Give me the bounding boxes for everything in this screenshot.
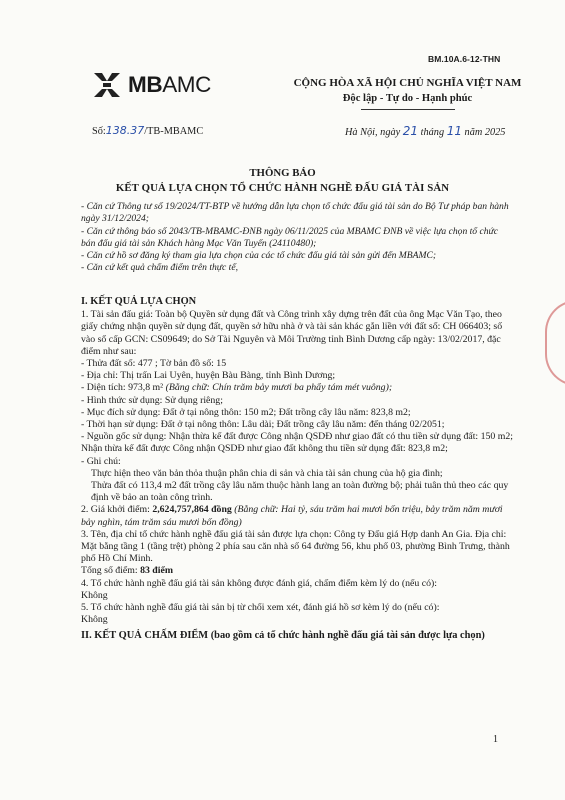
- notice-subtitle: KẾT QUẢ LỰA CHỌN TỔ CHỨC HÀNH NGHỀ ĐẤU GIÁ TÀI SẢN: [115, 182, 450, 194]
- note-item: Thửa đất có 113,4 m2 đất trồng cây lâu năm thuộc hành lang an toàn đường bộ; phải tuân thủ theo các quy định về bảo an toàn công trình.: [91, 480, 509, 504]
- asset-description: 1. Tài sản đấu giá: Toàn bộ Quyền sử dụng đất và Công trình xây dựng trên đất của ông Mạc Văn Tạo, theo giấy chứng nhận quyền sử dụng đất, quyền sở hữu nhà ở và tài sản khác gắn liền với đất số: CH 066403; số vào sổ cấp GCN: CS09649; do Sở Tài Nguyên và Môi Trường tỉnh Bình Dương cấp ngày: 13/02/2017, đặc điểm như sau:: [81, 309, 503, 357]
- address-info: - Địa chỉ: Thị trấn Lai Uyên, huyện Bàu Bàng, tỉnh Bình Dương;: [81, 370, 336, 382]
- place-date: Hà Nội, ngày 21 tháng 11 năm 2025: [345, 124, 506, 138]
- handwritten-month: 11: [446, 124, 462, 138]
- document-number: Số:138.37/TB-MBAMC: [92, 124, 204, 137]
- notes-label: - Ghi chú:: [81, 455, 121, 467]
- usage-origin: - Nguồn gốc sử dụng: Nhận thừa kế đất được Công nhận QSDĐ như giao đất có thu tiền sử dụng đất: 150 m2; Nhận thừa kế đất được Công nhận QSDĐ như giao đất không thu tiền sử dụng đất: 823,8 m2;: [81, 431, 513, 455]
- basis-item: - Căn cứ thông báo số 2043/TB-MBAMC-ĐNB ngày 06/11/2025 của MBAMC ĐNB về việc lựa chọn tổ chức bán đấu giá tài sản Khách hàng Mạc Văn Tuyến (24110480);: [81, 225, 499, 249]
- motto-underline: [361, 109, 455, 110]
- mbamc-logo: [92, 70, 211, 100]
- legal-basis-list: [81, 201, 513, 275]
- page-number: 1: [493, 734, 498, 745]
- unscored-value: Không: [81, 589, 108, 601]
- parcel-info: - Thửa đất số: 477 ; Tờ bản đồ số: 15: [81, 358, 227, 370]
- note-item: Thực hiện theo văn bản thỏa thuận phân chia di sản và chia tài sản chung của hộ gia đình;: [91, 467, 443, 479]
- usage-duration: - Thời hạn sử dụng: Đất ở tại nông thôn: Lâu dài; Đất trồng cây lâu năm: đến tháng 02/2051;: [81, 419, 445, 431]
- usage-form: - Hình thức sử dụng: Sử dụng riêng;: [81, 394, 223, 406]
- area-info: - Diện tích: 973,8 m² (Bằng chữ: Chín trăm bảy mươi ba phẩy tám mét vuông);: [81, 382, 393, 394]
- section-2-heading: II. KẾT QUẢ CHẤM ĐIỂM (bao gồm cả tổ chức hành nghề đấu giá tài sản được lựa chọn): [81, 630, 485, 642]
- document-body: [81, 296, 518, 643]
- handwritten-number: 138.37: [105, 124, 145, 137]
- rejected-organizations: 5. Tổ chức hành nghề đấu giá tài sản bị từ chối xem xét, đánh giá hồ sơ kèm lý do (nếu có):: [81, 602, 440, 614]
- usage-purpose: - Mục đích sử dụng: Đất ở tại nông thôn: 150 m2; Đất trồng cây lâu năm: 823,8 m2;: [81, 406, 411, 418]
- handwritten-day: 21: [402, 124, 419, 138]
- unscored-organizations: 4. Tổ chức hành nghề đấu giá tài sản không được đánh giá, chấm điểm kèm lý do (nếu có):: [81, 577, 437, 589]
- republic-heading: CỘNG HÒA XÃ HỘI CHỦ NGHĨA VIỆT NAM: [293, 77, 522, 89]
- seal-stamp: [545, 300, 565, 386]
- rejected-value: Không: [81, 614, 108, 626]
- starting-price: 2. Giá khởi điểm: 2,624,757,864 đồng (Bằng chữ: Hai tỷ, sáu trăm hai mươi bốn triệu, bảy trăm năm mươi bảy nghìn, tám trăm sáu mươi bốn đồng): [81, 504, 503, 528]
- motto: Độc lập - Tự do - Hạnh phúc: [342, 93, 473, 104]
- basis-item: - Căn cứ kết quả chấm điểm trên thực tế,: [81, 262, 238, 274]
- basis-item: - Căn cứ Thông tư số 19/2024/TT-BTP về hướng dẫn lựa chọn tổ chức đấu giá tài sản do Bộ Tư pháp ban hành ngày 31/12/2024;: [81, 201, 509, 225]
- logo-icon: [92, 71, 122, 99]
- basis-item: - Căn cứ hồ sơ đăng ký tham gia lựa chọn của các tổ chức đấu giá tài sản gửi đến MBAMC;: [81, 250, 437, 262]
- logo-wordmark: MBAMC: [128, 72, 212, 97]
- form-code: BM.10A.6-12-THN: [428, 54, 501, 64]
- total-score: Tổng số điểm: 83 điểm: [81, 565, 173, 577]
- notice-title: THÔNG BÁO: [249, 167, 316, 179]
- selected-organization: 3. Tên, địa chỉ tổ chức hành nghề đấu giá tài sản được lựa chọn: Công ty Đấu giá Hợp danh An Gia. Địa chỉ: Mặt bằng tầng 1 (tầng trệt) phòng 2 phía sau căn nhà số 64 đường 56, khu phố 03, phường Bình Trưng, thành phố Hồ Chí Minh.: [81, 528, 510, 565]
- section-1-heading: I. KẾT QUẢ LỰA CHỌN: [81, 296, 197, 307]
